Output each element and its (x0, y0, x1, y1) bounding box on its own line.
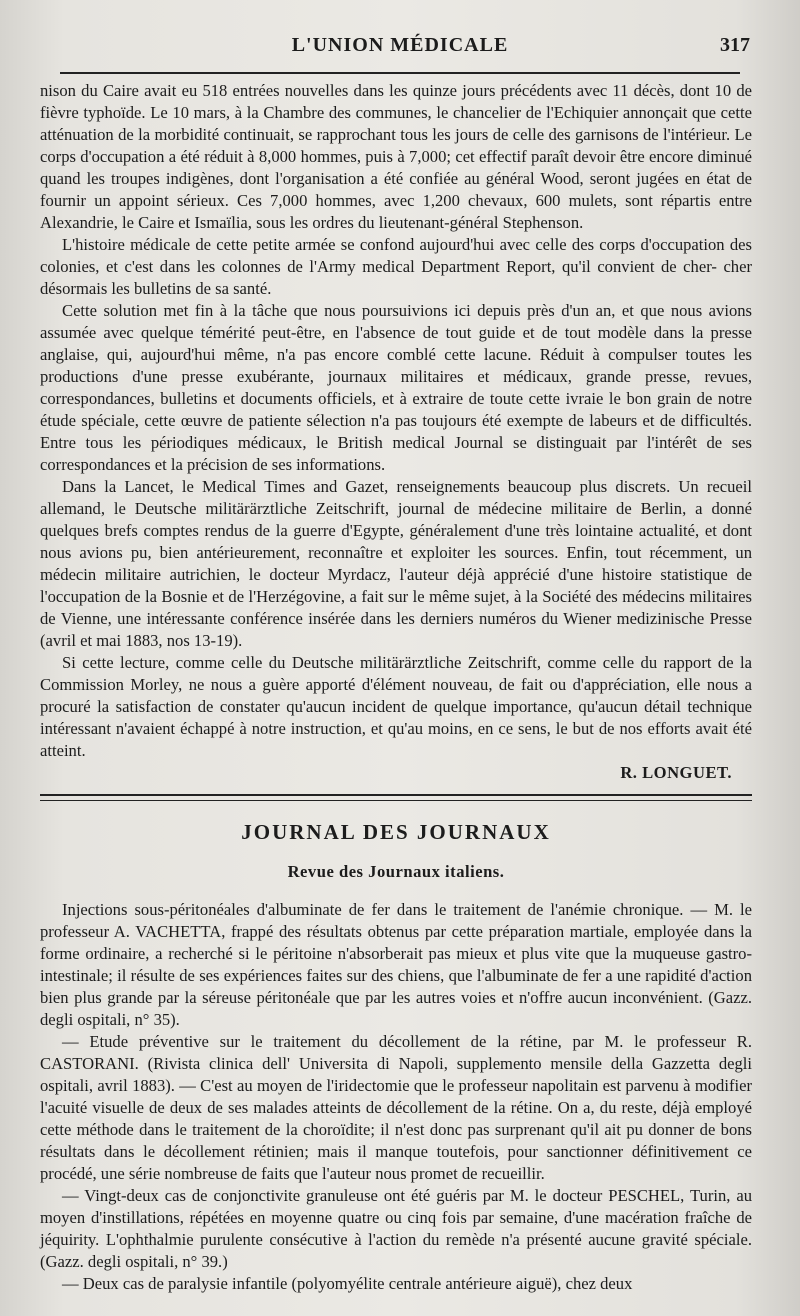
running-title: L'UNION MÉDICALE (291, 34, 509, 56)
page-number: 317 (720, 34, 750, 56)
page-header (40, 30, 760, 62)
section-divider (40, 794, 752, 801)
header-rule (60, 72, 740, 74)
subsection-title: Revue des Journaux italiens. (287, 862, 505, 881)
article1-paragraph: L'histoire médicale de cette petite armée se confond aujourd'hui avec celle des corps d'occupation des colonies, et c'est dans les colonnes de l'Army medical Department Report, qu'il convient de cher- cher désormais les bulletins de sa santé. (40, 235, 752, 298)
section-title: JOURNAL DES JOURNAUX (241, 820, 551, 844)
article2-paragraph: — Deux cas de paralysie infantile (polyomyélite centrale antérieure aiguë), chez deux (62, 1274, 633, 1293)
article1-paragraph: Si cette lecture, comme celle du Deutsche militärärztliche Zeitschrift, comme celle du rapport de la Commission Morley, ne nous a guère apporté d'élément nouveau, de fait ou d'appréciation, elle nous a procuré la satisfaction de constater qu'aucun incident de quelque importance, qu'aucun détail technique intéressant n'avaient échappé à notre instruction, et qu'au moins, en ce sens, le but de nos efforts avait été atteint. (40, 653, 752, 760)
article2-paragraph: — Vingt-deux cas de conjonctivite granuleuse ont été guéris par M. le docteur PESCHEL, Turin, au moyen d'instillations, répétées en moyenne quatre ou cinq fois par semaine, d'une macération fraîche de jéquirity. L'ophthalmie purulente consécutive à l'action du remède n'a présenté aucune gravité spéciale. (Gazz. degli ospitali, n° 39.) (40, 1186, 752, 1271)
article1-paragraph: Dans la Lancet, le Medical Times and Gazet, renseignements beaucoup plus discrets. Un recueil allemand, le Deutsche militärärztliche Zeitschrift, journal de médecine militaire de Berlin, a donné quelques brefs comptes rendus de la guerre d'Egypte, généralement d'une très lointaine actualité, et dont nous avions pu, bien antérieurement, reconnaître et exploiter les sources. Enfin, tout récemment, un médecin militaire autrichien, le docteur Myrdacz, l'auteur déjà apprécié d'une histoire statistique de l'occupation de la Bosnie et de l'Herzégovine, a fait sur le même sujet, à la Société des médecins militaires de Vienne, une intéressante conférence insérée dans les derniers numéros du Wiener medizinische Presse (avril et mai 1883, nos 13-19). (40, 477, 752, 650)
page-body (40, 80, 752, 1295)
article2-paragraph: Injections sous-péritonéales d'albuminate de fer dans le traitement de l'anémie chronique. — M. le professeur A. VACHETTA, frappé des résultats obtenus par cette préparation martiale, employée dans la forme ordinaire, a recherché si le péritoine n'absorberait pas mieux et plus vite que la muqueuse gastro-intestinale; il résulte de ses expériences faites sur des chiens, que l'albuminate de fer a une rapidité d'action bien plus grande par la séreuse péritonéale que par les autres voies et n'offre aucun inconvénient. (Gazz. degli ospitali, n° 35). (40, 900, 752, 1029)
article1-paragraph: nison du Caire avait eu 518 entrées nouvelles dans les quinze jours précédents avec 11 décès, dont 10 de fièvre typhoïde. Le 10 mars, à la Chambre des communes, le chancelier de l'Echiquier annonçait que cette atténuation de la morbidité continuait, se rapprochant tous les jours de celle des garnisons de l'intérieur. Le corps d'occupation a été réduit à 8,000 hommes, puis à 7,000; cet effectif paraît devoir être encore diminué quand les troupes indigènes, dont l'organisation a été confiée au général Wood, seront jugées en état de fournir un appoint sérieux. Ces 7,000 hommes, avec 1,200 chevaux, 600 mulets, sont répartis entre Alexandrie, le Caire et Ismaïlia, sous les ordres du lieutenant-général Stephenson. (40, 81, 752, 232)
article1-paragraph: Cette solution met fin à la tâche que nous poursuivions ici depuis près d'un an, et que nous avions assumée avec quelque témérité peut-être, en l'absence de tout guide et de tout modèle dans la presse anglaise, qui, aujourd'hui même, n'a pas encore comblé cette lacune. Réduit à compulser toutes les productions d'une presse exubérante, journaux militaires et médicaux, grande presse, revues, correspondances, bulletins et documents officiels, et à extraire de toute cette ivraie le bon grain de notre étude spéciale, cette œuvre de patiente sélection n'a pas toujours été exempte de labeurs et de difficultés. Entre tous les périodiques médicaux, le British medical Journal se distinguait par l'intérêt de ses correspondances et la précision de ses informations. (40, 301, 752, 474)
author-signature: R. LONGUET. (620, 763, 732, 782)
article2-paragraph: — Etude préventive sur le traitement du décollement de la rétine, par M. le professeur R. CASTORANI. (Rivista clinica dell' Universita di Napoli, supplemento mensile della Gazzetta degli ospitali, avril 1883). — C'est au moyen de l'iridectomie que le professeur napolitain est parvenu à modifier l'acuité visuelle de deux de ses malades atteints de décollement de la rétine. On a, du reste, déjà employé cette méthode dans le traitement de la choroïdite; il n'est donc pas surprenant qu'il ait pu donner de bons résultats dans le décollement rétinien; mais il manque toutefois, pour sanctionner définitivement ce procédé, une série nombreuse de faits que l'auteur nous promet de recueillir. (40, 1032, 752, 1183)
